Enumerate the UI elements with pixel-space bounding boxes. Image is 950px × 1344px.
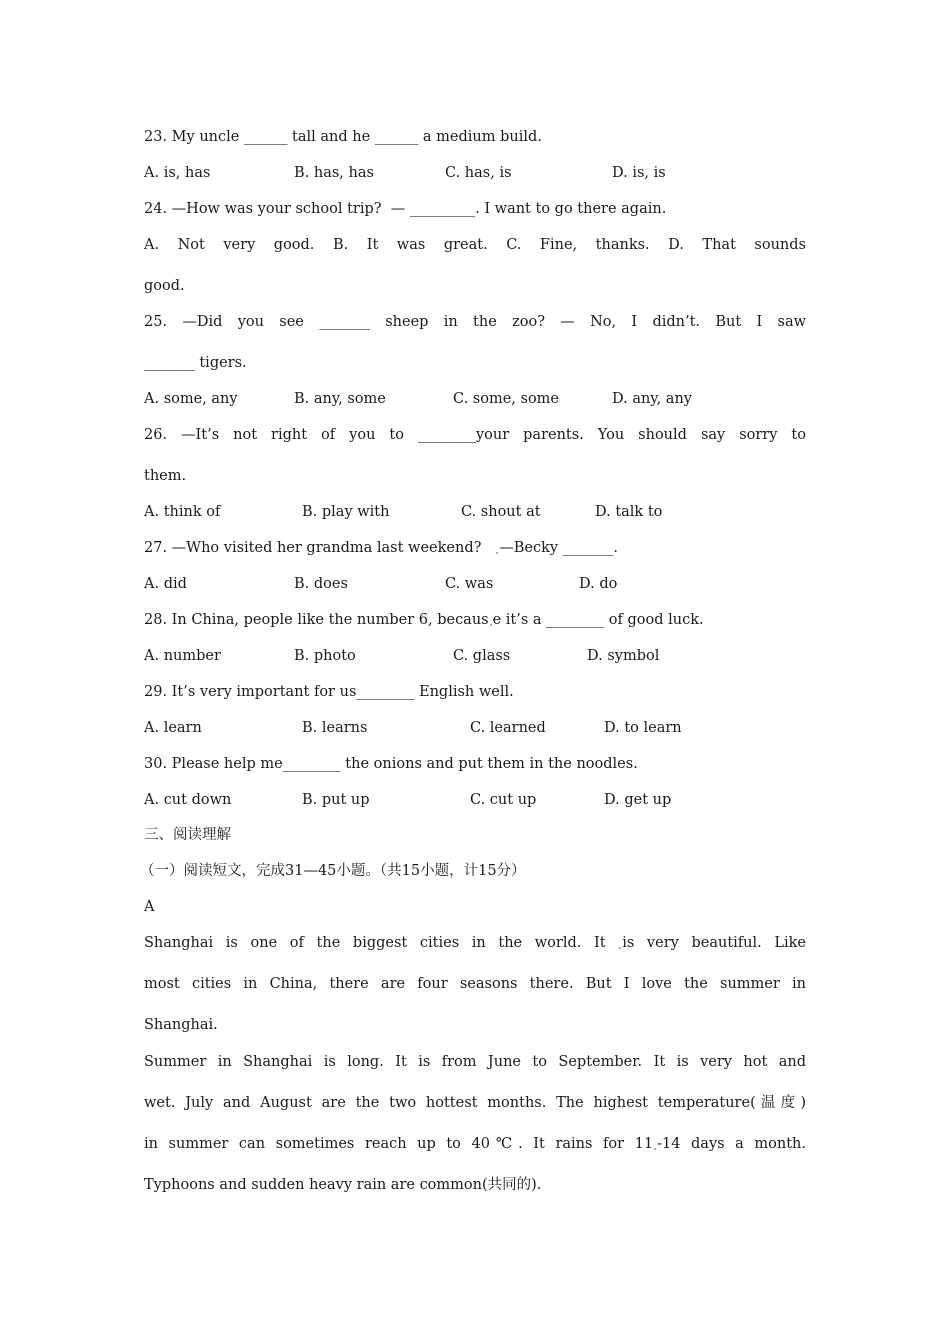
speck-mark (490, 624, 492, 626)
section-instruction: （一）阅读短文，完成31—45小题。（共15小题，计15分） (140, 863, 526, 879)
question-24-options-cont: good. (144, 278, 185, 294)
option-d: D. any, any (612, 391, 692, 407)
question-28-stem-b: e it’s a ________ of good luck. (492, 612, 704, 628)
option-a: A. did (144, 576, 187, 592)
option-c: C. glass (453, 648, 511, 664)
option-c: C. has, is (445, 165, 512, 181)
option-b: B. does (294, 576, 348, 592)
question-27-stem-a: 27. —Who visited her grandma last weekend? (144, 540, 496, 556)
question-26-stem: 26. —It’s not right of you to ________your parents. You should say sorry to (144, 427, 806, 443)
option-b: B. has, has (294, 165, 374, 181)
question-29-stem: 29. It’s very important for us________ English well. (144, 684, 514, 700)
option-c: C. cut up (470, 792, 537, 808)
passage-p1-line1-a: Shanghai is one of the biggest cities in the world. It (144, 935, 619, 951)
question-26-stem-cont: them. (144, 468, 187, 484)
passage-p2-line3-a: in summer can sometimes reach up to 40℃. It rains for 11 (144, 1136, 654, 1152)
option-b: B. photo (294, 648, 356, 664)
question-27-stem-b: —Becky _______. (499, 540, 619, 556)
passage-p1-line1-b: is very beautiful. Like (622, 935, 807, 951)
option-c: C. learned (470, 720, 546, 736)
passage-p1-line1 (144, 934, 806, 952)
option-d: D. to learn (604, 720, 682, 736)
passage-p2-line2: wet. July and August are the two hottest months. The highest temperature(温度) (144, 1095, 806, 1111)
option-c: C. was (445, 576, 494, 592)
passage-label: A (144, 899, 155, 915)
passage-p1-line2: most cities in China, there are four seasons there. But I love the summer in (144, 976, 806, 992)
speck-mark (619, 947, 621, 949)
question-28-stem (144, 611, 704, 629)
option-d: D. is, is (612, 165, 666, 181)
option-b: B. any, some (294, 391, 386, 407)
section-title: 三、阅读理解 (144, 827, 231, 843)
passage-p2-line3-b: -14 days a month. (657, 1136, 806, 1152)
option-c: C. some, some (453, 391, 560, 407)
option-a: A. think of (144, 504, 221, 520)
question-28-stem-a: 28. In China, people like the number 6, becaus (144, 612, 489, 628)
option-d: D. symbol (587, 648, 660, 664)
speck-mark (654, 1148, 656, 1150)
question-24-options: A. Not very good. B. It was great. C. Fine, thanks. D. That sounds (144, 237, 806, 253)
passage-p2-line1: Summer in Shanghai is long. It is from June to September. It is very hot and (144, 1054, 806, 1070)
option-d: D. talk to (595, 504, 663, 520)
option-a: A. number (144, 648, 221, 664)
option-b: B. put up (302, 792, 370, 808)
question-27-stem (144, 539, 618, 557)
passage-p2-line3 (144, 1135, 806, 1153)
passage-p2-line4: Typhoons and sudden heavy rain are common(共同的). (144, 1177, 542, 1193)
passage-p1-line3: Shanghai. (144, 1017, 218, 1033)
option-a: A. learn (144, 720, 202, 736)
option-c: C. shout at (461, 504, 541, 520)
question-25-stem: 25. —Did you see _______ sheep in the zoo? — No, I didn’t. But I saw (144, 314, 806, 330)
option-d: D. do (579, 576, 618, 592)
option-a: A. some, any (144, 391, 238, 407)
speck-mark (496, 552, 498, 554)
option-b: B. learns (302, 720, 368, 736)
question-25-stem-cont: _______ tigers. (144, 355, 247, 371)
option-d: D. get up (604, 792, 672, 808)
question-23-stem: 23. My uncle ______ tall and he ______ a medium build. (144, 129, 542, 145)
option-a: A. is, has (144, 165, 211, 181)
option-a: A. cut down (144, 792, 232, 808)
question-24-stem: 24. —How was your school trip? — _________. I want to go there again. (144, 201, 667, 217)
question-30-stem: 30. Please help me________ the onions and put them in the noodles. (144, 756, 638, 772)
option-b: B. play with (302, 504, 390, 520)
